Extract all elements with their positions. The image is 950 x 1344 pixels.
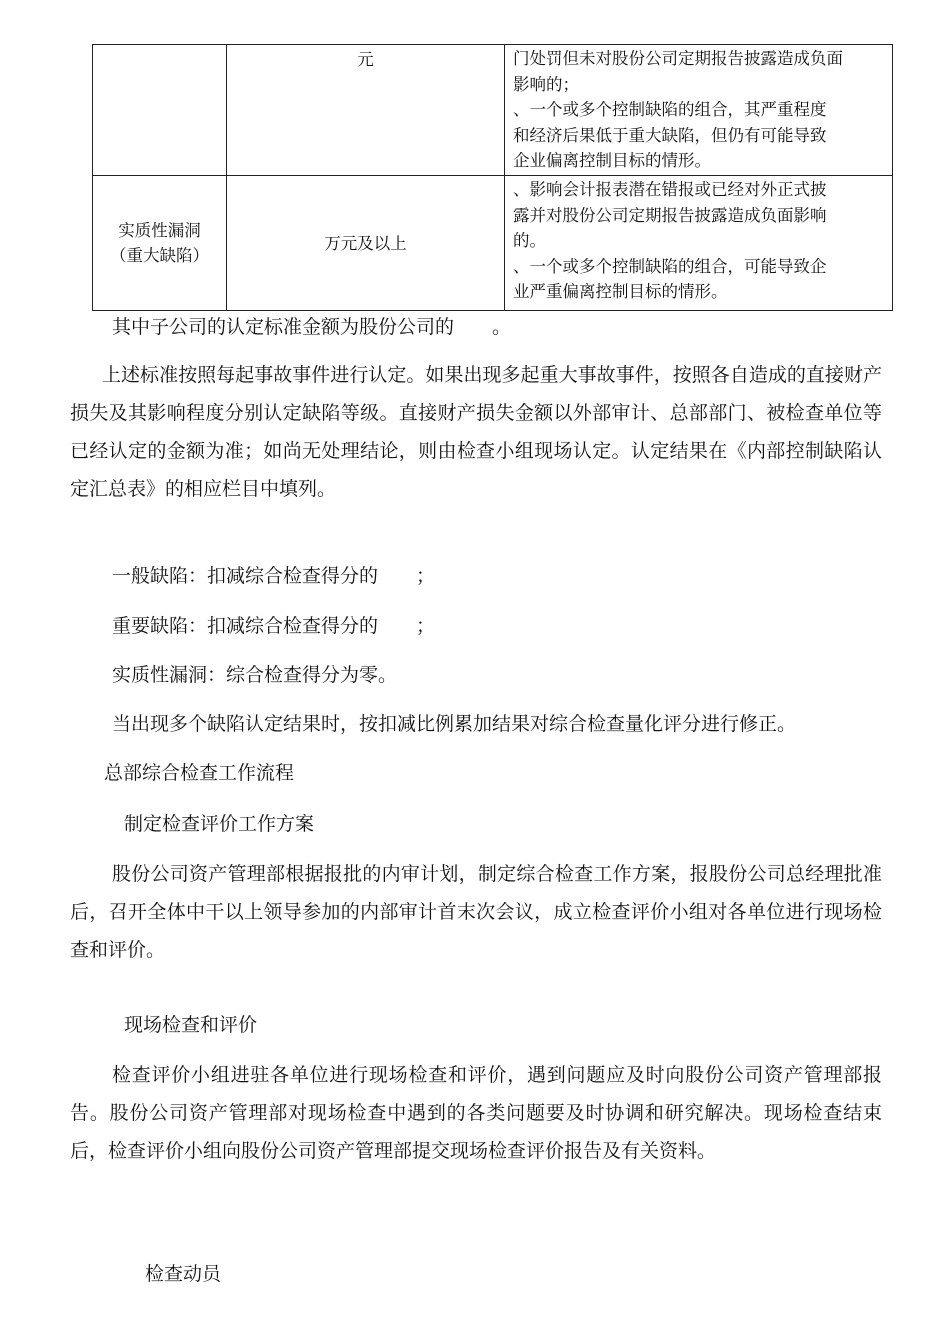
section-heading-onsite: 现场检查和评价 xyxy=(124,1014,258,1036)
important-defect-rule: 重要缺陷：扣减综合检查得分的 ； xyxy=(112,615,436,637)
table-cell-category: 实质性漏洞 （重大缺陷） xyxy=(93,176,227,311)
paragraph-onsite: 检查评价小组进驻各单位进行现场检查和评价，遇到问题应及时向股份公司资产管理部报告。股份公司资产管理部对现场检查中遇到的各类问题要及时协调和研究解决。现场检查结束后，检查评价小组向股份公司资产管理部提交现场检查评价报告及有关资料。 xyxy=(70,1064,882,1162)
table-cell-description: 门处罚但未对股份公司定期报告披露造成负面 影响的； 、一个或多个控制缺陷的组合，其严重程度 和经济后果低于重大缺陷，但仍有可能导致 企业偏离控制目标的情形。 xyxy=(505,45,893,176)
table-row xyxy=(93,176,893,311)
section-heading-mobilize: 检查动员 xyxy=(145,1263,222,1285)
table-cell-amount: 元 xyxy=(227,45,505,176)
table-cell-category xyxy=(93,45,227,176)
material-weakness-rule: 实质性漏洞：综合检查得分为零。 xyxy=(112,664,398,686)
multiple-defects-rule: 当出现多个缺陷认定结果时，按扣减比例累加结果对综合检查量化评分进行修正。 xyxy=(112,713,797,735)
table-row xyxy=(93,45,893,176)
defect-criteria-table xyxy=(92,44,893,311)
paragraph-plan: 股份公司资产管理部根据报批的内审计划，制定综合检查工作方案，报股份公司总经理批准后，召开全体中干以上领导参加的内部审计首末次会议，成立检查评价小组对各单位进行现场检查和评价。 xyxy=(70,863,882,961)
general-defect-rule: 一般缺陷：扣减综合检查得分的 ； xyxy=(112,565,436,587)
table-cell-description: 、影响会计报表潜在错报或已经对外正式披 露并对股份公司定期报告披露造成负面影响 的。 、一个或多个控制缺陷的组合，可能导致企 业严重偏离控制目标的情形。 xyxy=(505,176,893,311)
section-heading-plan: 制定检查评价工作方案 xyxy=(124,813,315,835)
table-cell-amount: 万元及以上 xyxy=(227,176,505,311)
section-heading-process: 总部综合检查工作流程 xyxy=(104,762,295,784)
subsidiary-note: 其中子公司的认定标准金额为股份公司的 。 xyxy=(112,316,512,338)
paragraph-standard: 上述标准按照每起事故事件进行认定。如果出现多起重大事故事件，按照各自造成的直接财产损失及其影响程度分别认定缺陷等级。直接财产损失金额以外部审计、总部部门、被检查单位等已经认定的金额为准；如尚无处理结论，则由检查小组现场认定。认定结果在《内部控制缺陷认定汇总表》的相应栏目中填列。 xyxy=(70,364,882,500)
